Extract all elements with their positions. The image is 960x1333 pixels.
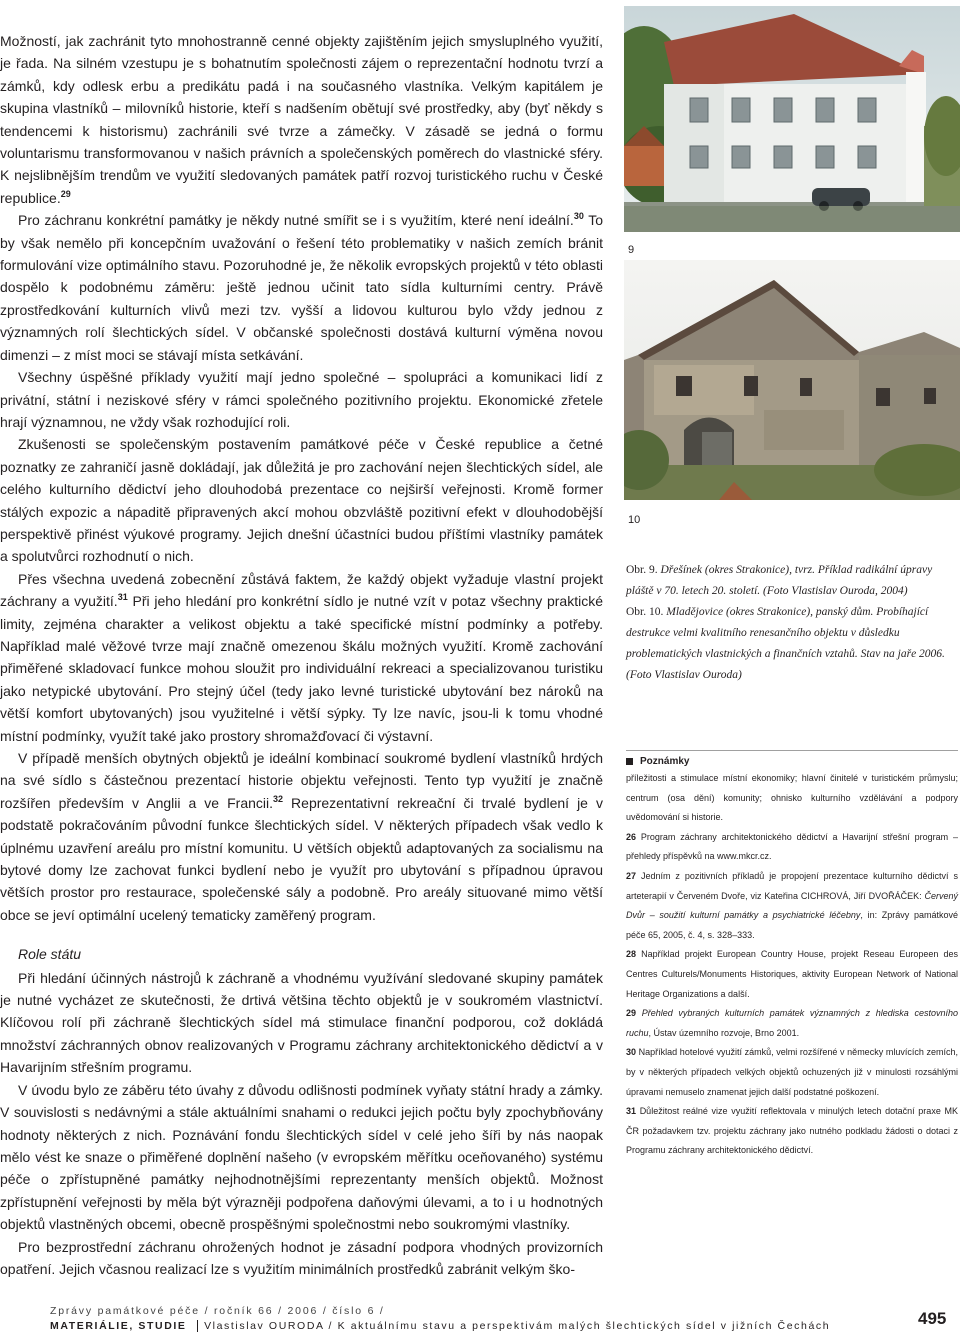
caption-label: Obr. 9.	[626, 564, 658, 576]
note-number: 27	[626, 870, 637, 881]
square-bullet-icon	[626, 758, 633, 765]
figure-number-10: 10	[628, 514, 641, 526]
paragraph-4: Zkušenosti se společenským postavením památkové péče v České republice a četné poznatky ze zahraničí jasně dokládají, jak důležitá je pro zachování nejen šlechtických sídel, ale celého kulturního dědictví jeho dlouhodobá prezentace co nejširší veřejnosti. Kromě former stálých expozic a nápaditě připravených akcí mohou obzvláště pozitivní efekt v dlouhodobější perspektivě přinést výukové programy. Jejich dnešní účastníci budou příštími vlastníky památek a spolutvůrci rozhodnutí o nich.	[0, 436, 603, 565]
note-text: Například hotelové využití zámků, velmi rozšířené v německy mluvících zemích, by v některých případech velkých objektů ochuzených již v minulosti rozsáhlými úpravami nemuselo znamenat jejich další podstatné poškození.	[626, 1047, 958, 1097]
main-column	[0, 30, 603, 1280]
paragraph-2	[0, 209, 603, 366]
note-text: Program záchrany architektonického dědictví a Havarijní střešní program – přehledy příspěvků na www.mkcr.cz.	[626, 831, 958, 862]
paragraph-text: Přes všechna uvedená zobecnění zůstává faktem, že každý objekt vyžaduje vlastní projekt záchrany a využití.	[0, 570, 603, 610]
note-27	[626, 867, 958, 945]
note-31	[626, 1102, 958, 1161]
caption-fig-10	[626, 602, 958, 686]
note-number: 30	[626, 1047, 637, 1058]
figure-captions	[626, 560, 958, 686]
note-text: , in: Zprávy památkové péče 65, 2005, č. 4, s. 328–333.	[626, 910, 959, 940]
note-text: Jedním z pozitivních příkladů je propojení prezentace kulturního dědictví s arteterapií v Červeném Dvoře, viz Kateřina CICHROVÁ, Jiří DVOŘÁČEK:	[626, 870, 958, 901]
notes-heading	[626, 756, 958, 767]
caption-fig-9	[626, 560, 958, 602]
article-title: Vlastislav OURODA / K aktuálnímu stavu a perspektivám malých šlechtických sídel v jižních Čechách	[204, 1320, 831, 1332]
paragraph-8: V úvodu bylo ze záběru této úvahy z důvodu odlišnosti podmínek vyňaty státní hrady a zámky. V souvislosti s nedávnými a stále aktuálními snahami o redukci jejich počtu byly zpochybňovány hodnoty některých z nich. Poznávání fondu šlechtických sídel v celé jeho šíři by nás naopak mělo vést ke snaze o přiměřené doplnění našeho (v evropském měřítku oceňovaného) systému péče o zpřístupněné památky nejhodnotnějšími reprezentanty menších objektů. Možnost zpřístupnění veřejnosti by měla být výrazněji podpořena daňovými úlevami, a to i u hodnotných objektů vlastněných obcemi, obecně prospěšnými společnostmi nebo soukromými vlastníky.	[0, 1081, 603, 1233]
caption-text: Mladějovice (okres Strakonice), panský dům. Probíhající destrukce velmi kvalitního renesančního objektu v důsledku problematických vlastnických a finančních vztahů. Stav na jaře 2006. (Foto Vlastislav Ouroda)	[626, 606, 945, 681]
note-29	[626, 1004, 958, 1043]
note-number: 31	[626, 1106, 637, 1117]
paragraph-text: To by však nemělo při koncepčním uvažování o řešení této problematiky v našich zemích bránit formulování vize optimálního stavu. Pozoruhodné je, že několik evropských projektů v této oblasti dospělo k podobnému záměru: ještě jednou učinit tato sídla kulturními centry. Právě zprostředkování kulturních vlivů mezi tzv. vyšší a lidovou kulturou bylo vždy jednou z významných rolí šlechtických sídel. V občanské společnosti dostává kulturní výměna novou dimenzi – z míst moci se stávají místa setkávání.	[0, 212, 603, 363]
footnote-ref-29[interactable]: 29	[60, 188, 71, 199]
article-line	[50, 1320, 830, 1332]
note-number: 28	[626, 949, 637, 960]
paragraph-text: Reprezentativní rekreační či trvalé bydlení je v podstatě pokračováním původní funkce šlechtických sídel. V některých případech však vedlo k úplnému uzavření areálu pro místní komunitu. U větších objektů adaptovaných za socialismu na bytové domy lze zachovat funkci bydlení nebo je využít pro ubytování s případnou úpravou větších prostor pro restaurace, společenské sály a podobně. Pro areály situované mimo větší obce se jeví optimální ucelený tematicky zaměřený program.	[0, 794, 603, 923]
footnote-ref-31[interactable]: 31	[117, 592, 128, 603]
section-label: MATERIÁLIE, STUDIE	[50, 1320, 187, 1332]
footnotes-panel	[626, 750, 958, 1161]
photo-fig-10	[624, 260, 960, 500]
house-photo-illustration	[624, 6, 960, 232]
photo-fig-9	[624, 6, 960, 232]
note-continued: příležitosti a stimulace místní ekonomiky; hlavní činitelé v turistickém průmyslu; centrum (osa dění) komunity; ohnisko kulturního vzdělávání a podpory uvědomování si historie.	[626, 773, 958, 823]
paragraph-text: V případě menších obytných objektů je ideální kombinací soukromé bydlení vlastníků hrdých na své sídlo s částečnou prezentací historie objektu veřejnosti. Tento typ využití je značně rozšířen především v Anglii a ve Francii.	[0, 750, 603, 811]
paragraph-text: Pro záchranu konkrétní památky je někdy nutné smířit se i s využitím, které není ideální.	[18, 212, 574, 229]
footnote-ref-30[interactable]: 30	[573, 211, 584, 222]
section-heading: Role státu	[18, 946, 82, 963]
page-number: 495	[918, 1309, 947, 1328]
paragraph-7: Při hledání účinných nástrojů k záchraně a vhodnému využívání sledované skupiny památek je nutné vycházet ze skutečnosti, že drtivá většina těchto objektů je v soukromém vlastnictví. Klíčovou rolí při záchraně šlechtických sídel má stimulace finanční podporou, což dokládá množství záchranných obnov realizovaných v Programu záchrany architektonického dědictví a v Havarijním střešním programu.	[0, 969, 603, 1076]
figure-number-9: 9	[628, 244, 635, 256]
note-number: 29	[626, 1008, 637, 1019]
note-text: , Ústav územního rozvoje, Brno 2001.	[648, 1027, 800, 1038]
note-cited-title: Červený Dvůr – soužití kulturní památky a psychiatrické léčebny	[626, 890, 958, 921]
paragraph-1	[0, 30, 603, 209]
paragraph-3: Všechny úspěšné příklady využití mají jedno společné – spolupráci a komunikaci lidí z privátní, státní i neziskové sféry v rámci společného pozitivního projektu. Ekonomické zřetele hrají významnou, ne vždy však rozhodující roli.	[0, 369, 603, 430]
divider	[626, 750, 958, 751]
note-30	[626, 1043, 958, 1102]
paragraph-text: Možností, jak zachránit tyto mnohostranně cenné objekty zajištěním jejich smysluplného využití, je řada. Na silném vzestupu je s bohatnutím společnosti zájem o reprezentační hodnotu tvrzí a zámků, kdy odlesk erbu a predikátu padá i na současného vlastníka. Velkým kapitálem je skupina vlastníků – milovníků historie, kteří s nadšením obětují své prostředky, aby (byť někdy s tendencemi k historismu) zachránili své tvrze a zámečky. V zásadě se jedná o formu voluntarismu transformovanou v našich právních a společenských poměrech do vlastnické sféry. K nejslibnějším trendům ve využití sledovaných památek patří rozvoj turistického ruchu v České republice.	[0, 33, 603, 206]
note-text: Důležitost reálné vize využití reflektovala v minulých letech dotační praxe MK ČR požadavkem tzv. projektu záchrany jako nutného podkladu žádosti o dotaci z Programu záchrany architektonického dědictví.	[626, 1106, 958, 1156]
note-26	[626, 828, 958, 867]
paragraph-5	[0, 568, 603, 747]
journal-line: Zprávy památkové péče / ročník 66 / 2006 / číslo 6 /	[50, 1305, 385, 1317]
note-cited-title: Přehled vybraných kulturních památek významných z hlediska cestovního ruchu	[626, 1008, 958, 1038]
ruin-photo-illustration	[624, 260, 960, 500]
paragraph-6	[0, 747, 603, 926]
note-28	[626, 945, 958, 1004]
note-text: Například projekt European Country House, projekt Reseau Europeen des Centres Culturels/Monuments Historiques, aktivity European Network of National Heritage Organizations a další.	[626, 949, 958, 999]
paragraph-9: Pro bezprostřední záchranu ohrožených hodnot je zásadní podpora vhodných provizorních opatření. Jejich včasnou realizací lze s využitím minimálních prostředků zabránit velkým ško-	[0, 1238, 603, 1277]
caption-text: Dřešínek (okres Strakonice), tvrz. Příklad radikální úpravy pláště v 70. letech 20. století. (Foto Vlastislav Ouroda, 2004)	[626, 564, 933, 597]
note-number: 26	[626, 831, 637, 842]
caption-label: Obr. 10.	[626, 606, 664, 618]
paragraph-text: Při jeho hledání pro konkrétní sídlo je nutné vzít v potaz všechny praktické limity, zejména charakter a velikost objektu a také specifické místní podmínky a potřeby. Například malé věžové tvrze mají značně omezenou škálu možných využití. Kromě zachování přiměřené skladovací funkce mohou sloužit pro individuální rekreaci a specializovanou turistiku jako netypické ubytování. Pro stejný účel (tedy jako levné turistické ubytování bez nároků na větší komfort ubytovaných) jsou využitelné i větší sýpky. Ty lze navíc, jsou-li k tomu vhodné místní podmínky, využít také jako prostory shromažďovací či výstavní.	[0, 593, 603, 744]
footnote-ref-32[interactable]: 32	[273, 793, 284, 804]
notes-heading-label: Poznámky	[640, 756, 690, 767]
